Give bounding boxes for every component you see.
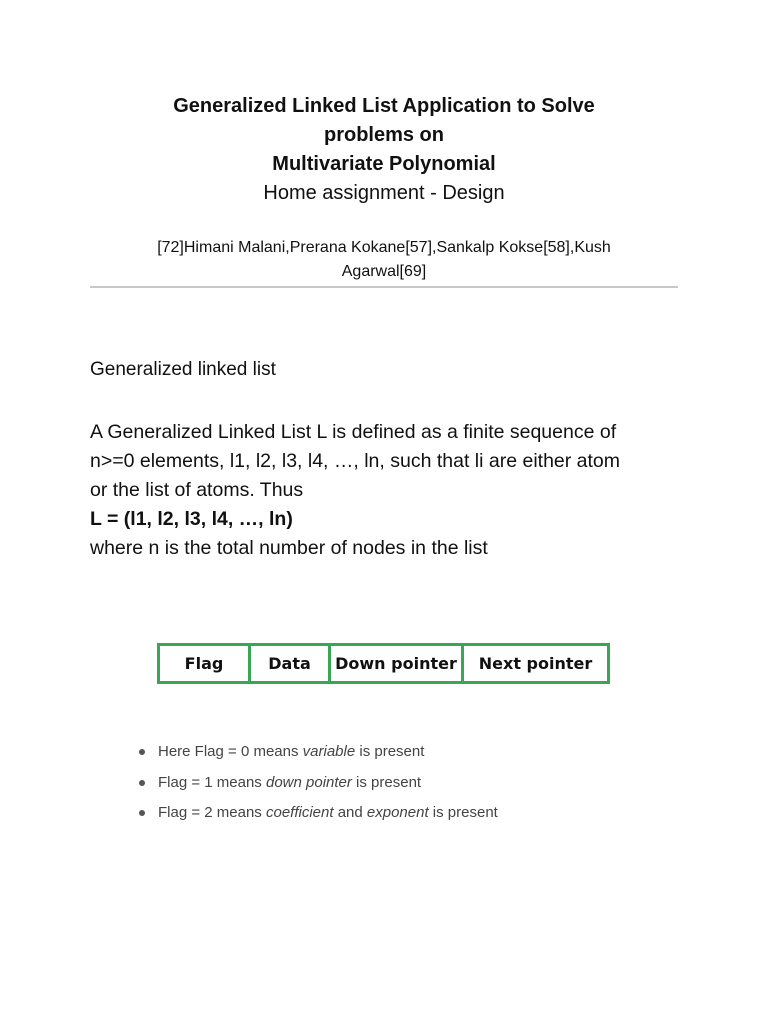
definition-paragraph [90,418,690,563]
bullet-dot-icon [139,780,145,786]
bullet-text: is present [351,773,422,791]
bullet-emphasis: variable [302,743,356,760]
subtitle: Home assignment - Design [263,182,505,204]
bullet-dot-icon [139,749,145,755]
node-cell-next-pointer: Next pointer [478,654,593,673]
bullet-text: and [333,804,367,821]
authors [90,236,678,284]
para-line-5: where n is the total number of nodes in the list [90,537,488,559]
bullet-item [132,773,498,793]
para-line-1: A Generalized Linked List L is defined as a finite sequence of [90,421,617,443]
list-equation: L = (l1, l2, l3, l4, …, ln) [90,508,293,530]
bullet-text: Here Flag = 0 means [158,743,303,760]
para-line-3: or the list of atoms. Thus [90,479,304,501]
flag-bullet-list [132,742,498,834]
authors-line-1: [72]Himani Malani,Prerana Kokane[57],Sankalp Kokse[58],Kush [157,239,611,256]
bullet-text: is present [355,743,425,760]
document-header [0,92,768,208]
bullet-emphasis: exponent [366,804,429,821]
bullet-item [132,803,498,823]
title-line-2: problems on [323,124,444,146]
para-line-2: n>=0 elements, l1, l2, l3, l4, …, ln, such that li are either atom [90,450,621,472]
bullet-text: is present [428,804,498,821]
title-line-1: Generalized Linked List Application to Solve [173,95,595,117]
bullet-item [132,742,498,762]
section-heading: Generalized linked list [90,359,276,380]
bullet-text: Flag = 1 means [158,773,266,791]
node-cell-down-pointer: Down pointer [331,646,464,681]
bullet-text: Flag = 2 means [158,804,266,821]
node-cell-flag: Flag [160,646,251,681]
bullet-emphasis: coefficient [265,804,334,821]
title-line-3: Multivariate Polynomial [272,153,496,175]
header-divider [90,286,678,288]
node-cell-data: Data [251,646,331,681]
node-structure-diagram [157,643,610,684]
bullet-dot-icon [139,810,145,816]
authors-line-2: Agarwal[69] [341,263,427,280]
bullet-emphasis: down pointer [265,773,352,791]
